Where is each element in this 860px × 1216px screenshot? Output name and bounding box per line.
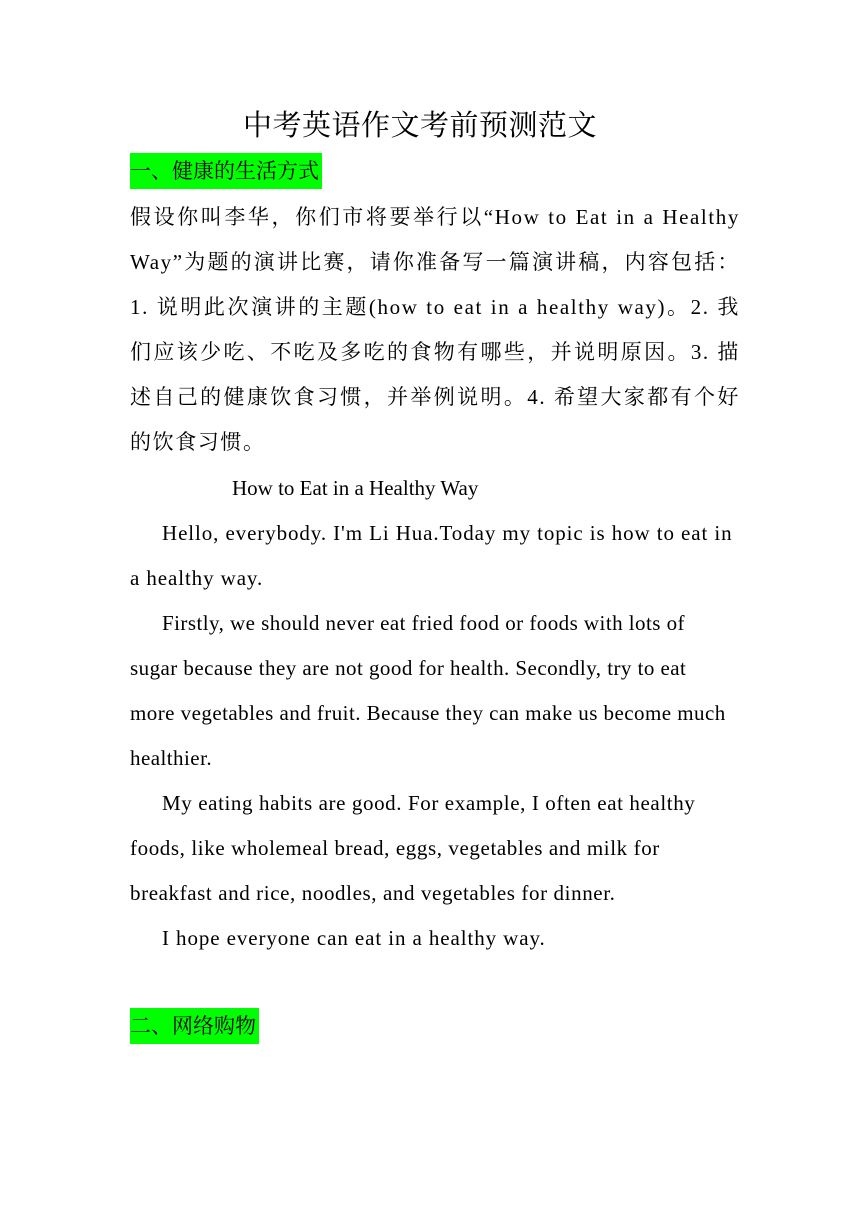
essay-title: How to Eat in a Healthy Way <box>232 476 479 500</box>
section-heading-online-shopping: 二、网络购物 <box>130 1008 259 1044</box>
essay-paragraph: My eating habits are good. For example, I often eat healthy foods, like wholemeal bread, eggs, vegetables and milk for breakfast and rice, noodles, and vegetables for dinner. <box>130 791 696 905</box>
section-heading-healthy-lifestyle: 一、健康的生活方式 <box>130 153 322 189</box>
page-title: 中考英语作文考前预测范文 <box>242 110 597 142</box>
essay-paragraph: Firstly, we should never eat fried food or foods with lots of sugar because they are not good for health. Secondly, try to eat more vegetables and fruit. Because they can make us become much healthier. <box>130 611 726 770</box>
essay-paragraph: I hope everyone can eat in a healthy way. <box>162 926 546 950</box>
essay-paragraph: Hello, everybody. I'm Li Hua.Today my topic is how to eat in a healthy way. <box>130 521 733 590</box>
writing-prompt: 假设你叫李华，你们市将要举行以“How to Eat in a Healthy Way”为题的演讲比赛，请你准备写一篇演讲稿，内容包括：1. 说明此次演讲的主题(how to eat in a healthy way)。2. 我们应该少吃、不吃及多吃的食物有哪些，并说明原因。3. 描述自己的健康饮食习惯，并举例说明。4. 希望大家都有个好的饮食习惯。 <box>130 205 740 454</box>
essay-body <box>130 511 736 961</box>
